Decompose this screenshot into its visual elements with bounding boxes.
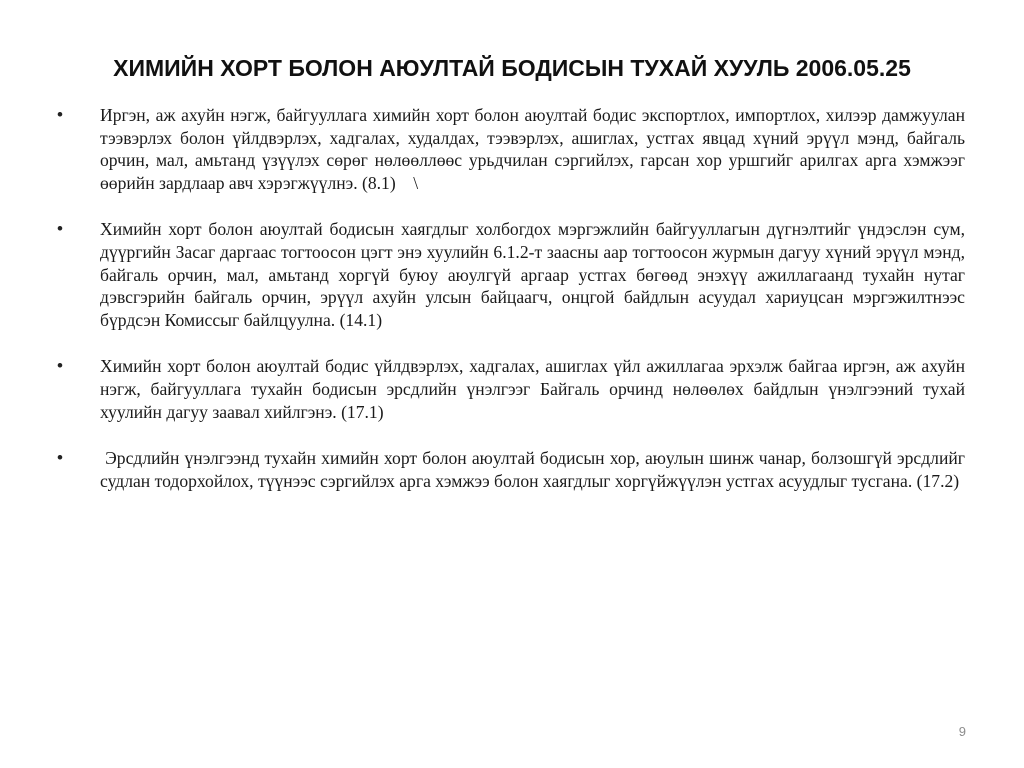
bullet-text: Химийн хорт болон аюултай бодис үйлдвэрлэх, хадгалах, ашиглах үйл ажиллагаа эрхэлж байгаа иргэн, аж ахуйн нэгж, байгууллага тухайн бодисын эрсдлийн үнэлгээг Байгаль орчинд нөлөөлөх байдлын үнэлгээний тухай хуулийн дагуу заавал хийлгэнэ. (17.1) [100,356,970,422]
slide-title: ХИМИЙН ХОРТ БОЛОН АЮУЛТАЙ БОДИСЫН ТУХАЙ ХУУЛЬ 2006.05.25 [113,55,911,81]
bullet-dot-icon: • [57,448,63,468]
bullet-dot-icon: • [57,356,63,376]
bullet-item [57,218,970,331]
bullet-dot-icon: • [57,219,63,239]
bullet-item [57,355,970,423]
bullet-list [57,104,970,516]
bullet-item [57,104,970,194]
bullet-text: Эрсдлийн үнэлгээнд тухайн химийн хорт болон аюултай бодисын хор, аюулын шинж чанар, болзошгүй эрсдлийг судлан тодорхойлох, түүнээс сэргийлэх арга хэмжээ болон хаягдлыг хоргүйжүүлэн устгах асуудлыг тусгана. (17.2) [100,448,970,491]
bullet-text: Иргэн, аж ахуйн нэгж, байгууллага химийн хорт болон аюултай бодис экспортлох, импортлох, хилээр дамжуулан тээвэрлэх болон үйлдвэрлэх, хадгалах, худалдах, тээвэрлэх, ашиглах, устгах явцад хүний эрүүл мэнд, байгаль орчин, мал, амьтанд үзүүлэх сөрөг нөлөөллөөс урьдчилан сэргийлэх, гарсан хор уршгийг арилгах арга хэмжээг өөрийн зардлаар авч хэрэгжүүлнэ. (8.1) \ [100,105,970,193]
page-number: 9 [958,724,966,739]
bullet-text: Химийн хорт болон аюултай бодисын хаягдлыг холбогдох мэргэжлийн байгууллагын дүгнэлтийг үндэслэн сум, дүүргийн Засаг даргаас тогтоосон цэгт энэ хуулийн 6.1.2-т заасны аар тогтоосон журмын дагуу хүний эрүүл мэнд, байгаль орчин, мал, амьтанд хоргүй буюу аюулгүй аргаар устгах бөгөөд энэхүү ажиллагаанд тухайн нутаг дэвсгэрийн байгаль орчин, эрүүл ахуйн улсын байцаагч, онцгой байдлын асуудал хариуцсан мэргэжилтнээс бүрдсэн Комиссыг байлцуулна. (14.1) [100,219,970,330]
bullet-dot-icon: • [57,105,63,124]
bullet-item [57,447,970,492]
